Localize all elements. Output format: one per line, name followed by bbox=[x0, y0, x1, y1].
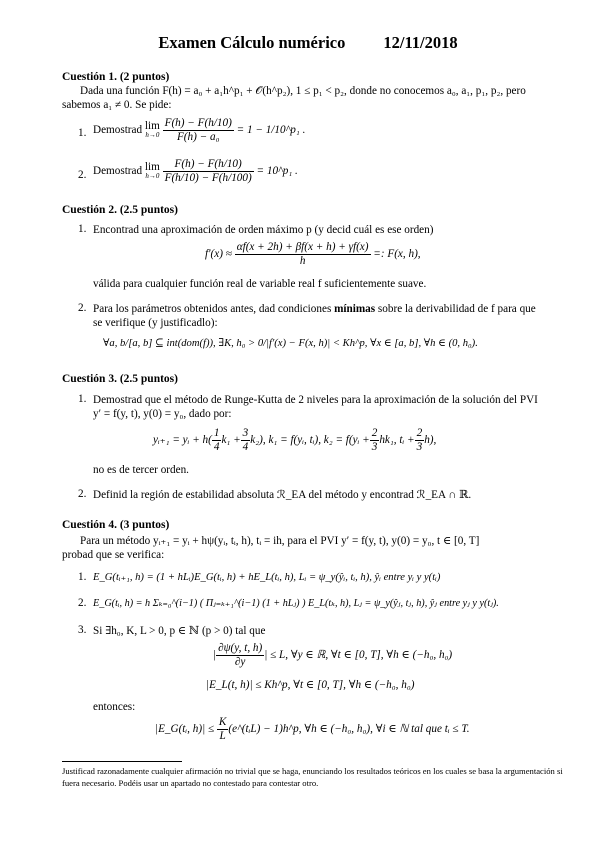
q1-item-1 bbox=[93, 117, 305, 144]
q1-item-1-rhs: = 1 − 1/10^p₁ . bbox=[236, 124, 306, 137]
q3-frac-2-num: 3 bbox=[242, 427, 249, 439]
q4-result-lhs: |E_G(tᵢ, h)| ≤ bbox=[155, 723, 215, 736]
q2-item-2-formula: ∀a, b/[a, b] ⊆ int(dom(f)), ∃K, h₀ > 0/|f′(x) − F(x, h)| < Kh^p, ∀x ∈ [a, b], ∀h ∈ (0, h₀). bbox=[103, 338, 478, 349]
q4-cond1-rhs: | ≤ L, ∀y ∈ ℝ, ∀t ∈ [0, T], ∀h ∈ (−h₀, h₀) bbox=[264, 649, 453, 662]
q3-formula-part-b: k₁ + bbox=[221, 434, 241, 447]
q3-frac-4-den: 3 bbox=[416, 441, 423, 453]
q4-result-denominator: L bbox=[219, 730, 226, 742]
exam-date: 12/11/2018 bbox=[383, 33, 458, 52]
q1-item-2-limit bbox=[144, 160, 160, 181]
q4-item-3-label: 3. bbox=[78, 624, 87, 636]
q4-item-3-then: entonces: bbox=[93, 701, 136, 713]
q4-cond1-numerator: ∂ψ(y, t, h) bbox=[218, 642, 263, 654]
exam-title: Examen Cálculo numérico bbox=[158, 33, 346, 52]
q3-frac-1-den: 4 bbox=[213, 441, 220, 453]
q3-frac-4 bbox=[415, 427, 425, 454]
q2-item-1-rhs: =: F(x, h), bbox=[373, 248, 421, 261]
q3-frac-2 bbox=[241, 427, 251, 454]
q3-formula-part-e: h), bbox=[424, 434, 437, 447]
q2-item-1-fraction bbox=[235, 241, 371, 268]
q3-formula-part-a: yᵢ₊₁ = yᵢ + h( bbox=[153, 434, 212, 447]
q2-item-2-text bbox=[93, 302, 536, 316]
footnote-rule bbox=[62, 761, 182, 762]
q2-item-1-formula bbox=[205, 241, 421, 268]
q4-result-fraction bbox=[217, 716, 228, 743]
q1-item-1-lim-sub: h→0 bbox=[145, 130, 160, 139]
q2-item-2-text-b: sobre la derivabilidad de f para que bbox=[375, 303, 536, 315]
q4-item-3-result bbox=[155, 716, 470, 743]
q4-item-3-condition-1 bbox=[213, 642, 452, 669]
q3-formula-part-d: hk₁, tᵢ + bbox=[379, 434, 415, 447]
question-3-heading: Cuestión 3. (2.5 puntos) bbox=[62, 373, 178, 385]
q4-item-3-text: Si ∃h₀, K, L > 0, p ∈ ℕ (p > 0) tal que bbox=[93, 625, 266, 637]
q1-item-2-lim-sub: h→0 bbox=[145, 171, 160, 180]
question-1-heading: Cuestión 1. (2 puntos) bbox=[62, 71, 170, 83]
footnote: Justificad razonadamente cualquier afirmación no trivial que se haga, enunciando los resultados teóricos en los cuales se basa la argumentación si fuera necesario. Podéis usar un apartado no contestado para contestar otro. bbox=[62, 766, 563, 788]
q2-item-1-numerator: αf(x + 2h) + βf(x + h) + γf(x) bbox=[236, 241, 369, 253]
q1-item-1-fraction bbox=[163, 117, 234, 144]
q1-item-2-label: 2. bbox=[78, 169, 87, 181]
q4-item-2-label: 2. bbox=[78, 597, 87, 609]
q4-item-3-condition-2: |E_L(t, h)| ≤ Kh^p, ∀t ∈ [0, T], ∀h ∈ (−h₀, h₀) bbox=[206, 679, 415, 691]
q3-item-2-text: Definid la región de estabilidad absoluta ℛ_EA del método y encontrad ℛ_EA ∩ ℝ. bbox=[93, 489, 472, 501]
question-4-heading: Cuestión 4. (3 puntos) bbox=[62, 519, 170, 531]
q3-item-1-formula bbox=[153, 427, 436, 454]
q3-item-1-after: no es de tercer orden. bbox=[93, 464, 189, 476]
q1-item-1-text: Demostrad bbox=[93, 124, 143, 137]
q1-item-2-denominator: F(h/10) − F(h/100) bbox=[164, 172, 252, 184]
q3-frac-2-den: 4 bbox=[242, 441, 249, 453]
q4-result-numerator: K bbox=[218, 716, 227, 728]
q2-item-1-label: 1. bbox=[78, 223, 87, 235]
q3-formula-part-c: k₂), k₁ = f(yᵢ, tᵢ), k₂ = f(yᵢ + bbox=[250, 434, 370, 447]
q2-item-1-denominator: h bbox=[299, 255, 306, 267]
q3-frac-3 bbox=[370, 427, 380, 454]
q3-item-2-label: 2. bbox=[78, 488, 87, 500]
question-2-heading: Cuestión 2. (2.5 puntos) bbox=[62, 204, 178, 216]
q3-frac-4-num: 2 bbox=[416, 427, 423, 439]
q2-item-1-text: Encontrad una aproximación de orden máximo p (y decid cuál es ese orden) bbox=[93, 224, 434, 236]
q2-item-2-text-bold: mínimas bbox=[334, 303, 376, 315]
q4-intro-line-1: Para un método yᵢ₊₁ = yᵢ + hψ(yᵢ, tᵢ, h), tᵢ = ih, para el PVI y′ = f(y, t), y(0) = y₀, t ∈ [0, T] bbox=[80, 535, 480, 547]
q4-cond1-denominator: ∂y bbox=[234, 656, 246, 668]
q4-item-1-text: E_G(tᵢ₊₁, h) = (1 + hLᵢ)E_G(tᵢ, h) + hE_L(tᵢ, h), Lᵢ = ψ_y(ŷᵢ, tᵢ, h), ŷᵢ entre yᵢ y y(tᵢ) bbox=[93, 572, 441, 583]
q1-item-1-numerator: F(h) − F(h/10) bbox=[164, 117, 232, 129]
q3-item-1-text-2: y′ = f(y, t), y(0) = y₀, dado por: bbox=[93, 408, 232, 420]
q2-item-1-lhs: f′(x) ≈ bbox=[205, 248, 232, 261]
page-title bbox=[0, 33, 616, 53]
q4-item-2-text: E_G(tᵢ, h) = h Σₖ₌₀^(i−1) ( Πⱼ₌ₖ₊₁^(i−1) (1 + hLⱼ) ) E_L(tₖ, h), Lⱼ = ψ_y(ŷⱼ, tⱼ, h), ŷⱼ entre yⱼ y y(tⱼ). bbox=[93, 598, 499, 609]
q1-intro-line-2: sabemos a₁ ≠ 0. Se pide: bbox=[62, 99, 172, 111]
q1-item-1-limit bbox=[144, 119, 160, 140]
q4-cond1-open-bar: | bbox=[213, 649, 217, 662]
q2-item-2-text-2: se verifique (y justificadlo): bbox=[93, 317, 218, 329]
q1-item-2-numerator: F(h) − F(h/10) bbox=[163, 158, 254, 172]
q1-item-2 bbox=[93, 158, 298, 185]
q1-item-2-text: Demostrad bbox=[93, 165, 143, 178]
q1-item-2-lim-word: lim bbox=[144, 160, 160, 173]
q1-item-1-label: 1. bbox=[78, 127, 87, 139]
q4-intro-line-2: probad que se verifica: bbox=[62, 549, 165, 561]
q3-frac-3-den: 3 bbox=[371, 441, 378, 453]
q2-item-2-label: 2. bbox=[78, 302, 87, 314]
q1-item-1-denominator: F(h) − a₀ bbox=[176, 131, 220, 143]
q1-item-2-fraction bbox=[163, 158, 254, 185]
q1-item-1-lim-word: lim bbox=[144, 119, 160, 132]
q3-frac-1-num: 1 bbox=[213, 427, 220, 439]
q4-cond1-fraction bbox=[216, 642, 264, 669]
q4-item-1-label: 1. bbox=[78, 571, 87, 583]
q2-item-2-text-a: Para los parámetros obtenidos antes, dad condiciones bbox=[93, 303, 335, 315]
q1-item-2-rhs: = 10^p₁ . bbox=[256, 165, 298, 178]
q2-item-1-after: válida para cualquier función real de variable real f suficientemente suave. bbox=[93, 278, 427, 290]
q3-item-1-text-1: Demostrad que el método de Runge-Kutta de 2 niveles para la aproximación de la solución del PVI bbox=[93, 394, 538, 406]
q3-item-1-label: 1. bbox=[78, 393, 87, 405]
q3-frac-3-num: 2 bbox=[371, 427, 378, 439]
q4-result-rhs: (e^(tᵢL) − 1)h^p, ∀h ∈ (−h₀, h₀), ∀i ∈ ℕ tal que tᵢ ≤ T. bbox=[228, 723, 470, 736]
q1-intro-line-1: Dada una función F(h) = a₀ + a₁h^p₁ + 𝒪(h^p₂), 1 ≤ p₁ < p₂, donde no conocemos a₀, a₁, p₁, p₂, pero bbox=[80, 85, 526, 97]
